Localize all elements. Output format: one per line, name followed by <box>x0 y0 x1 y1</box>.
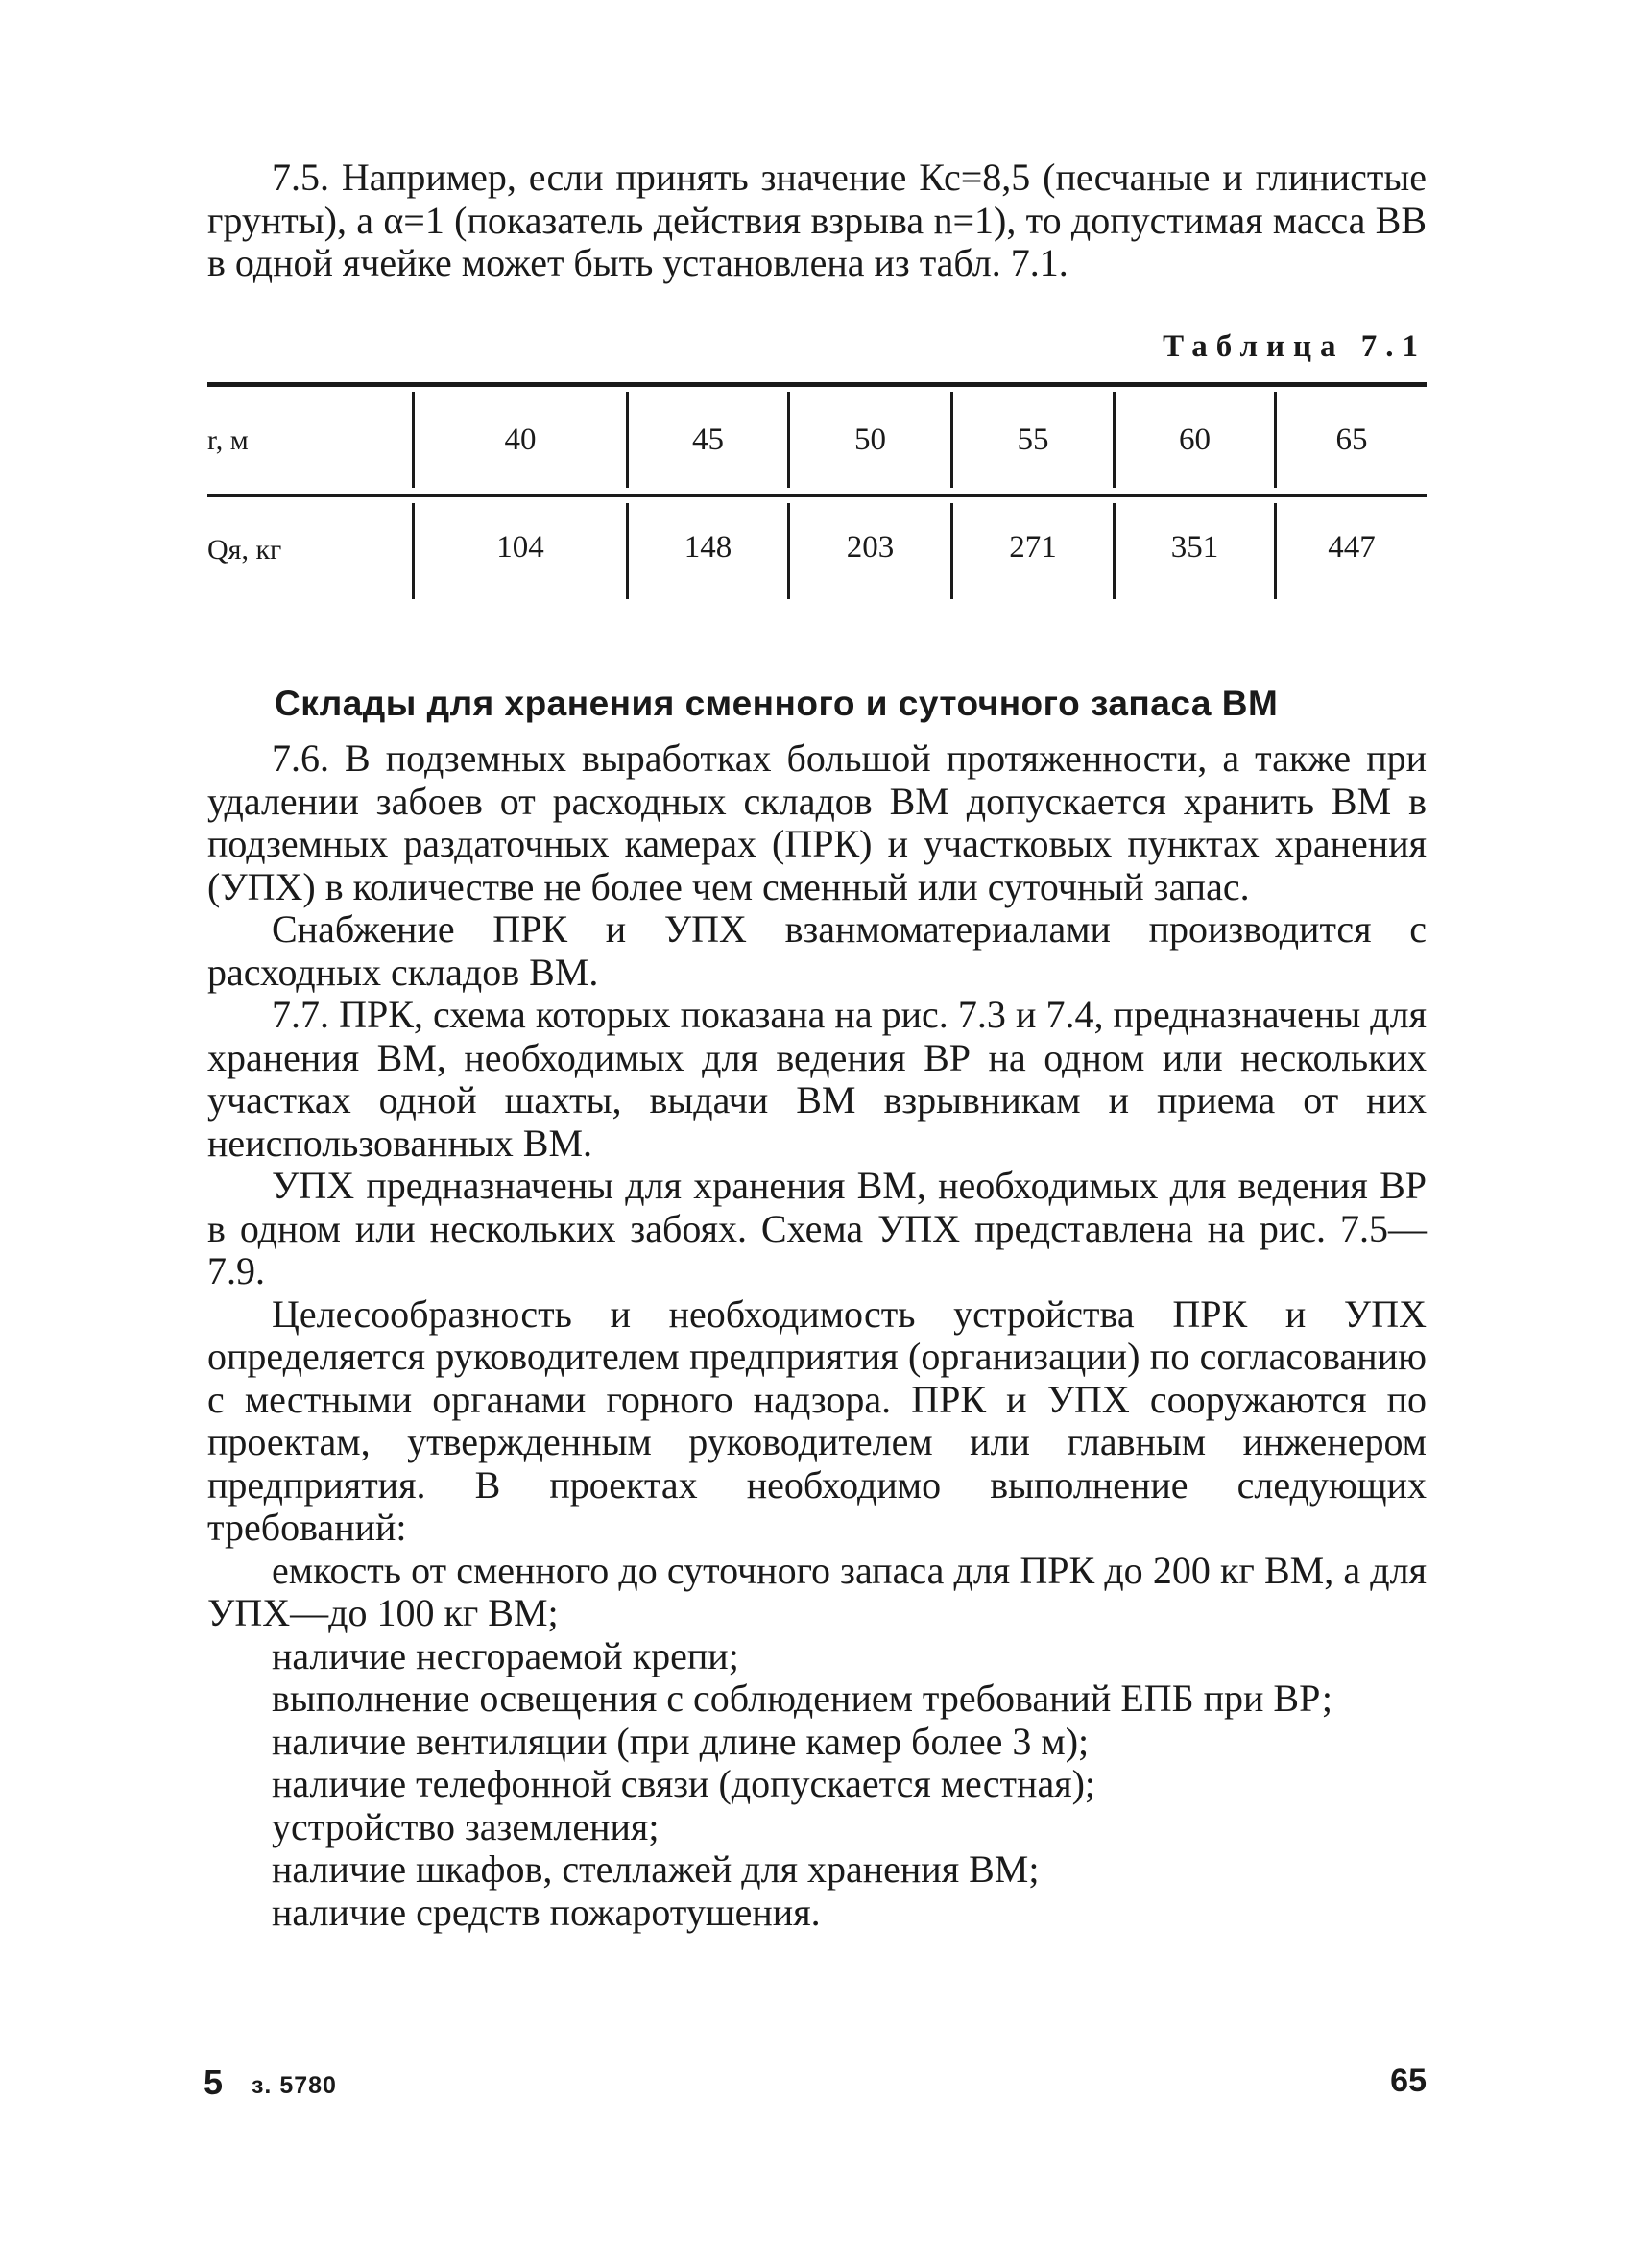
table-caption: Таблица 7.1 <box>1163 329 1427 364</box>
paragraph: 7.6. В подземных выработках большой протяженности, а также при удалении забоев от расходных складов ВМ допускается хранить ВМ в подземных раздаточных камерах (ПРК) и участковых пунктах хранения (УПХ) в количестве не более чем сменный или суточный запас. <box>207 736 1427 908</box>
table-cell-r: 50 <box>854 422 886 457</box>
paragraph: Снабжение ПРК и УПХ взанмоматериалами производится с расходных складов ВМ. <box>207 907 1427 994</box>
requirement-item: наличие средств пожаротушения. <box>272 1890 821 1934</box>
table-cell-r: 55 <box>1017 422 1049 457</box>
table-cell-r: 45 <box>692 422 724 457</box>
body-text <box>207 737 1427 1934</box>
requirement-item: устройство заземления; <box>272 1804 660 1848</box>
table-middle-rule <box>207 494 1427 497</box>
requirement-item: наличие вентиляции (при длине камер более 3 м); <box>272 1719 1090 1763</box>
table-cell-r: 65 <box>1335 422 1368 457</box>
requirement-item: выполнение освещения с соблюдением требований ЕПБ при ВР; <box>272 1677 1332 1720</box>
paragraph: 7.7. ПРК, схема которых показана на рис. 7.3 и 7.4, предназначены для хранения ВМ, необходимых для ведения ВР на одном или нескольких участках одной шахты, выдачи ВМ взрывникам и приема от них неиспользованных ВМ. <box>207 993 1427 1165</box>
table-cell-q: 351 <box>1170 530 1219 565</box>
data-table <box>207 382 1427 603</box>
paragraph-7-5: 7.5. Например, если принять значение Кс=8,5 (песчаные и глинистые грунты), а α=1 (показатель действия взрыва n=1), то допустимая масса ВВ в одной ячейке может быть установлена из табл. 7.1. <box>207 156 1427 284</box>
row-label-q: Qя, кг <box>207 534 282 566</box>
requirement-item: наличие шкафов, стеллажей для хранения ВМ; <box>272 1847 1040 1891</box>
requirement-item: наличие несгораемой крепи; <box>272 1633 739 1677</box>
paragraph-7-5-block <box>207 157 1427 285</box>
row-label-r: r, м <box>207 424 249 456</box>
page-number: 65 <box>1390 2063 1427 2099</box>
requirement-item: наличие телефонной связи (допускается местная); <box>272 1762 1096 1805</box>
table-cell-q: 148 <box>684 530 732 565</box>
table-cell-q: 203 <box>846 530 895 565</box>
table-cell-r: 60 <box>1179 422 1211 457</box>
paragraph: УПХ предназначены для хранения ВМ, необходимых для ведения ВР в одном или нескольких забоях. Схема УПХ представлена на рис. 7.5—7.9. <box>207 1164 1427 1292</box>
table-cell-q: 447 <box>1328 530 1376 565</box>
table-cell-q: 104 <box>496 530 544 565</box>
section-heading: Склады для хранения сменного и суточного запаса ВМ <box>275 684 1279 723</box>
print-order-number: з. 5780 <box>252 2072 337 2099</box>
paragraph: Целесообразность и необходимость устройства ПРК и УПХ определяется руководителем предприятия (организации) по согласованию с местными органами горного надзора. ПРК и УПХ сооружаются по проектам, утвержденным руководителем или главным инженером предприятия. В проектах необходимо выполнение следующих требований: <box>207 1291 1427 1549</box>
requirement-item: емкость от сменного до суточного запаса для ПРК до 200 кг ВМ, а для УПХ—до 100 кг ВМ; <box>207 1548 1427 1634</box>
signature-number: 5 <box>204 2063 224 2102</box>
table-top-rule <box>207 382 1427 387</box>
table-cell-q: 271 <box>1009 530 1057 565</box>
table-cell-r: 40 <box>504 422 537 457</box>
